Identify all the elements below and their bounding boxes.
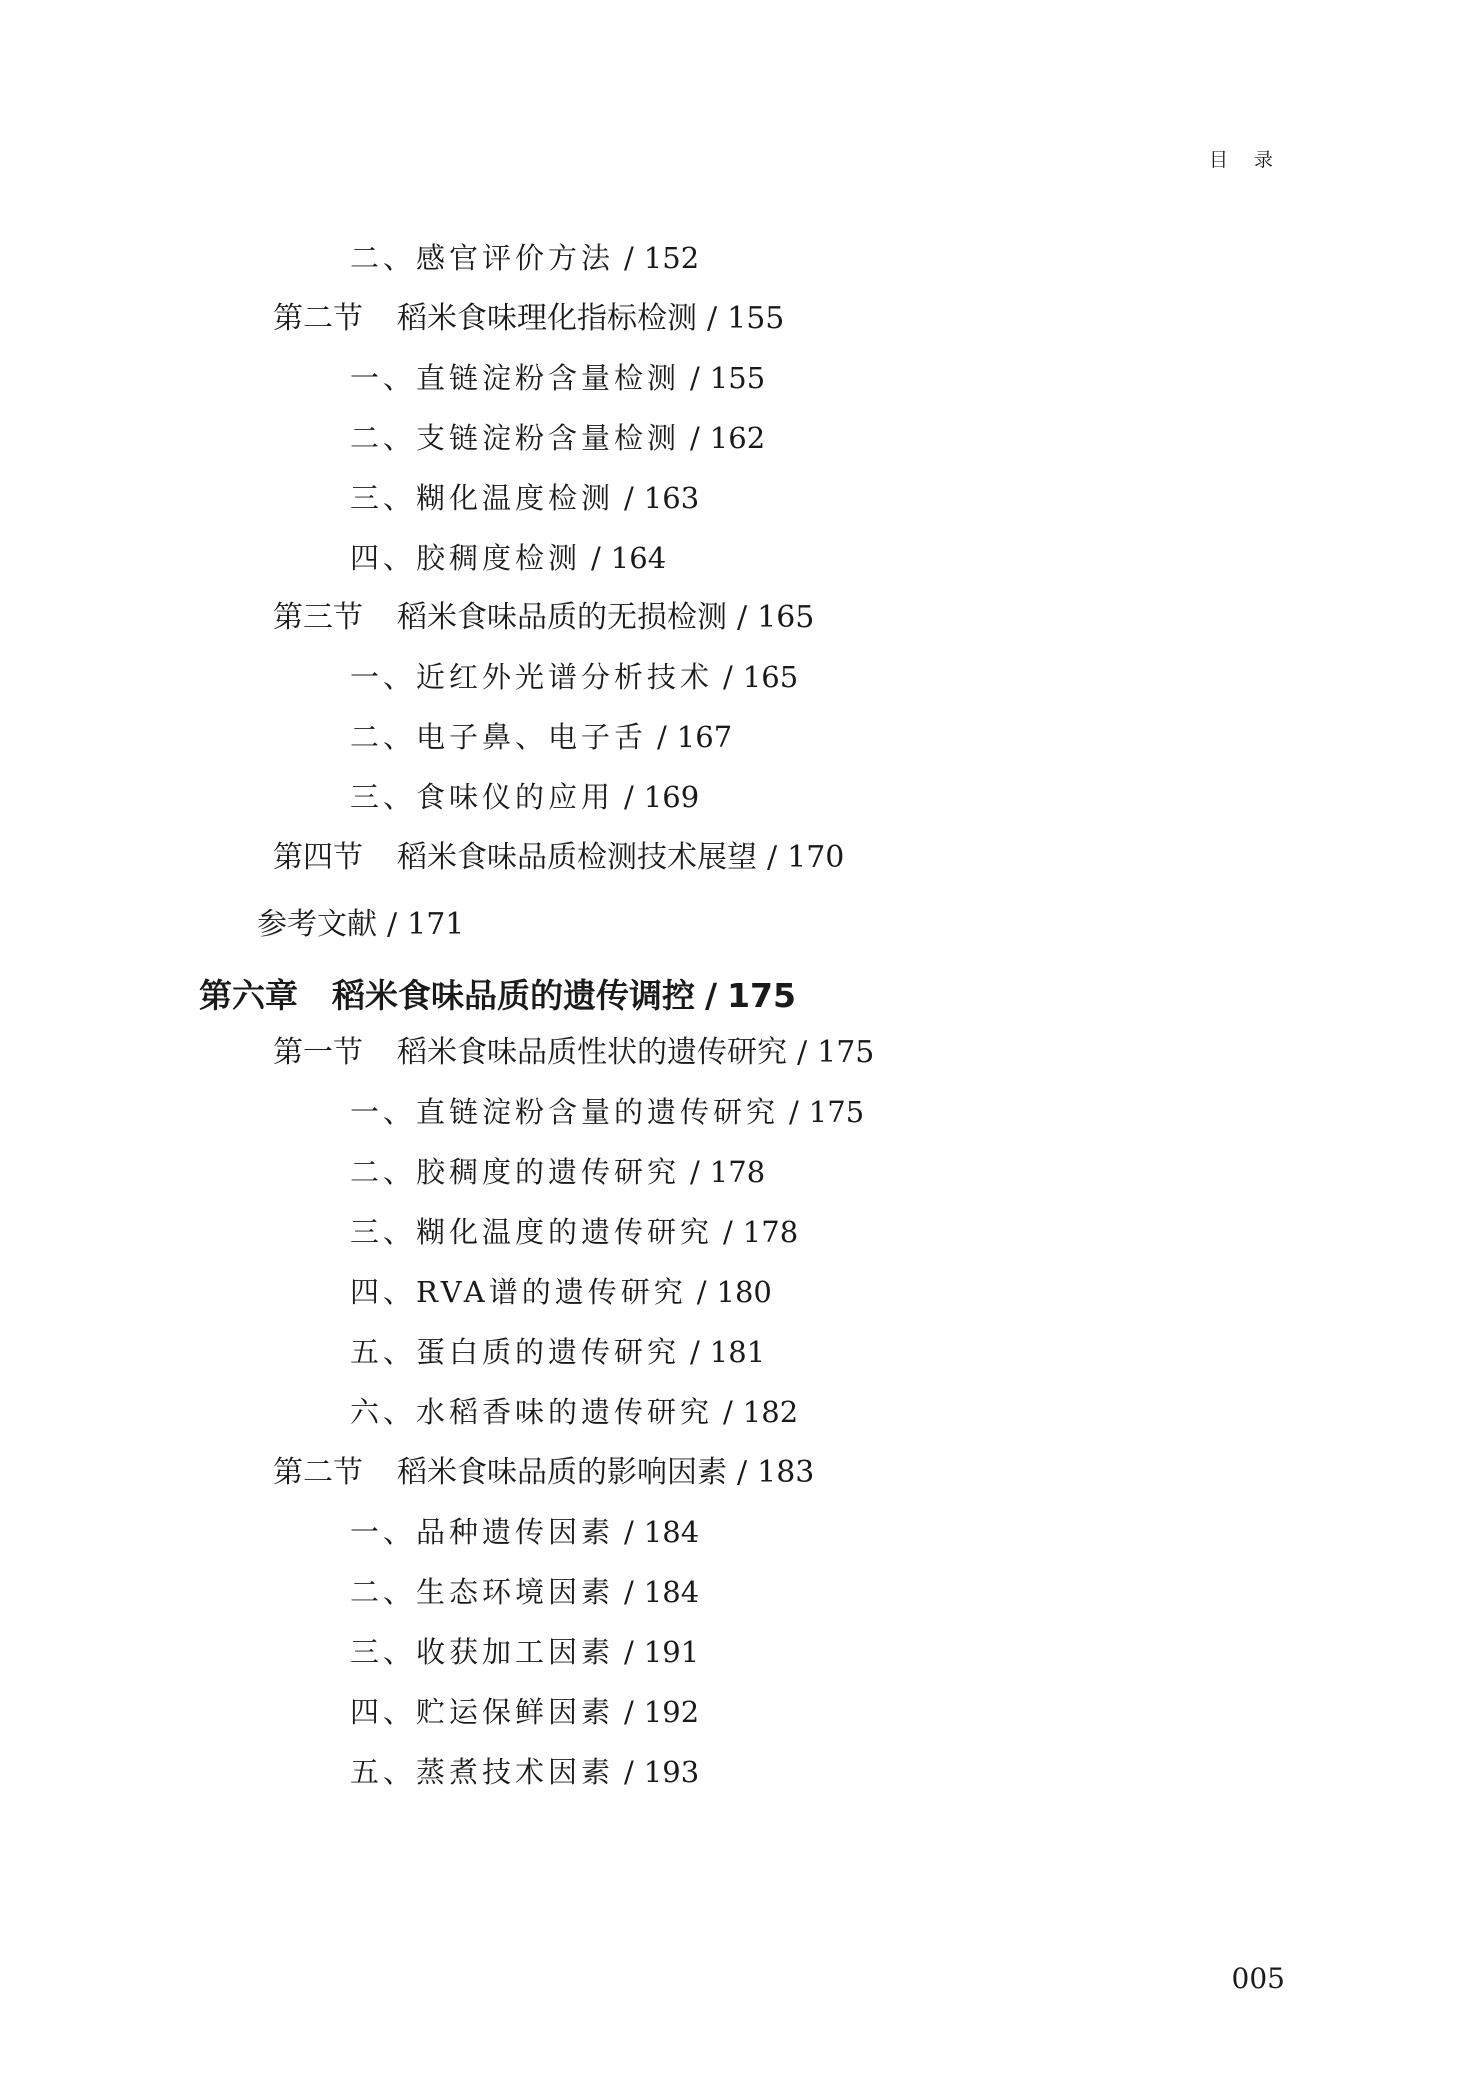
- page-ref: 170: [787, 840, 845, 875]
- entry-label: 五、蛋白质的遗传研究: [350, 1335, 681, 1369]
- chapter-title: 稻米食味品质的遗传调控: [332, 976, 695, 1015]
- entry-label: 一、直链淀粉含量的遗传研究: [350, 1095, 780, 1129]
- page-ref: 183: [757, 1455, 815, 1490]
- page-separator: /: [723, 1395, 733, 1429]
- page-ref: 155: [727, 301, 785, 336]
- page-ref: 175: [817, 1035, 875, 1070]
- page-separator: /: [696, 1275, 707, 1309]
- page-separator: /: [624, 1515, 634, 1549]
- page-ref: 181: [709, 1335, 766, 1369]
- toc-entry-chapter: [199, 976, 796, 1015]
- section-number: 第三节: [273, 600, 363, 635]
- toc-entry-item: [350, 1575, 700, 1609]
- chapter-number: 第六章: [199, 976, 298, 1015]
- page-ref: 184: [643, 1515, 700, 1549]
- page-separator: /: [737, 600, 748, 635]
- page-ref: 175: [808, 1095, 865, 1129]
- page-separator: /: [767, 840, 778, 875]
- page-separator: /: [737, 1455, 748, 1490]
- page-ref: 167: [676, 720, 733, 754]
- toc-entry-item: [350, 1215, 799, 1249]
- running-header: 目 录: [1208, 149, 1283, 171]
- entry-label: 二、支链淀粉含量检测: [350, 421, 681, 455]
- page-separator: /: [387, 907, 398, 942]
- entry-label: 一、品种遗传因素: [350, 1515, 615, 1549]
- page-separator: /: [723, 660, 733, 694]
- section-title: 稻米食味品质的无损检测: [397, 600, 727, 635]
- page-separator: /: [624, 780, 634, 814]
- page-separator: /: [789, 1095, 799, 1129]
- entry-label: 三、食味仪的应用: [350, 780, 615, 814]
- section-number: 第四节: [273, 840, 363, 875]
- page-ref: 165: [757, 600, 815, 635]
- page-ref: 165: [742, 660, 799, 694]
- toc-entry-item: [350, 1635, 700, 1669]
- toc-entry-item: [350, 241, 700, 275]
- toc-entry-section: [273, 840, 845, 875]
- page-separator: /: [591, 541, 601, 575]
- entry-label: 二、胶稠度的遗传研究: [350, 1155, 681, 1189]
- page-ref: 171: [407, 907, 465, 942]
- section-number: 第一节: [273, 1035, 363, 1070]
- entry-label: 参考文献: [257, 907, 377, 942]
- toc-entry-section: [273, 600, 815, 635]
- page-separator: /: [690, 1155, 700, 1189]
- page-ref: 178: [742, 1215, 799, 1249]
- entry-label: 二、生态环境因素: [350, 1575, 615, 1609]
- toc-entry-item: [350, 541, 667, 575]
- entry-label: 四、贮运保鲜因素: [350, 1695, 615, 1729]
- toc-entry-item: [350, 720, 733, 754]
- page-ref: 155: [709, 361, 766, 395]
- page-separator: /: [723, 1215, 733, 1249]
- page-separator: /: [624, 1635, 634, 1669]
- page-ref: 152: [643, 241, 700, 275]
- section-title: 稻米食味理化指标检测: [397, 301, 697, 336]
- toc-entry-section: [273, 1035, 875, 1070]
- entry-label: 四、胶稠度检测: [350, 541, 582, 575]
- entry-label: 六、水稻香味的遗传研究: [350, 1395, 714, 1429]
- entry-label: 四、RVA谱的遗传研究: [350, 1275, 687, 1309]
- toc-entry-item: [350, 1155, 766, 1189]
- section-number: 第二节: [273, 301, 363, 336]
- page-ref: 192: [643, 1695, 700, 1729]
- page-ref: 193: [643, 1755, 700, 1789]
- page-separator: /: [705, 976, 718, 1015]
- page-number: 005: [1231, 1962, 1285, 1995]
- page-separator: /: [624, 1575, 634, 1609]
- toc-entry-item: [350, 1515, 700, 1549]
- entry-label: 三、收获加工因素: [350, 1635, 615, 1669]
- page-separator: /: [707, 301, 718, 336]
- toc-entry-item: [350, 361, 766, 395]
- page-separator: /: [624, 1755, 634, 1789]
- page-ref: 180: [716, 1275, 772, 1309]
- toc-entry-item: [350, 1395, 799, 1429]
- toc-entry-ref: [257, 907, 465, 942]
- page-separator: /: [657, 720, 667, 754]
- entry-label: 五、蒸煮技术因素: [350, 1755, 615, 1789]
- page-ref: 191: [643, 1635, 700, 1669]
- toc-entry-section: [273, 301, 785, 336]
- page-ref: 178: [709, 1155, 766, 1189]
- toc-entry-item: [350, 1755, 700, 1789]
- toc-entry-item: [350, 1095, 865, 1129]
- toc-entry-item: [350, 780, 700, 814]
- toc-entry-item: [350, 660, 799, 694]
- toc-entry-section: [273, 1455, 815, 1490]
- page-separator: /: [624, 1695, 634, 1729]
- section-title: 稻米食味品质的影响因素: [397, 1455, 727, 1490]
- entry-label: 一、近红外光谱分析技术: [350, 660, 714, 694]
- page-separator: /: [797, 1035, 808, 1070]
- toc-entry-item: [350, 1695, 700, 1729]
- section-title: 稻米食味品质性状的遗传研究: [397, 1035, 787, 1070]
- page-separator: /: [690, 421, 700, 455]
- page-separator: /: [690, 361, 700, 395]
- entry-label: 三、糊化温度检测: [350, 481, 615, 515]
- page-ref: 184: [643, 1575, 700, 1609]
- page-ref: 175: [727, 976, 796, 1015]
- toc-entry-item: [350, 421, 766, 455]
- entry-label: 一、直链淀粉含量检测: [350, 361, 681, 395]
- entry-label: 二、感官评价方法: [350, 241, 615, 275]
- toc-entry-item: [350, 481, 700, 515]
- page-ref: 163: [643, 481, 700, 515]
- page-separator: /: [690, 1335, 700, 1369]
- page-ref: 162: [709, 421, 766, 455]
- toc-entry-item: [350, 1275, 772, 1309]
- section-title: 稻米食味品质检测技术展望: [397, 840, 757, 875]
- page-ref: 169: [643, 780, 700, 814]
- page-separator: /: [624, 241, 634, 275]
- section-number: 第二节: [273, 1455, 363, 1490]
- toc-entry-item: [350, 1335, 766, 1369]
- entry-label: 二、电子鼻、电子舌: [350, 720, 648, 754]
- page-separator: /: [624, 481, 634, 515]
- page-ref: 182: [742, 1395, 799, 1429]
- entry-label: 三、糊化温度的遗传研究: [350, 1215, 714, 1249]
- page-ref: 164: [610, 541, 667, 575]
